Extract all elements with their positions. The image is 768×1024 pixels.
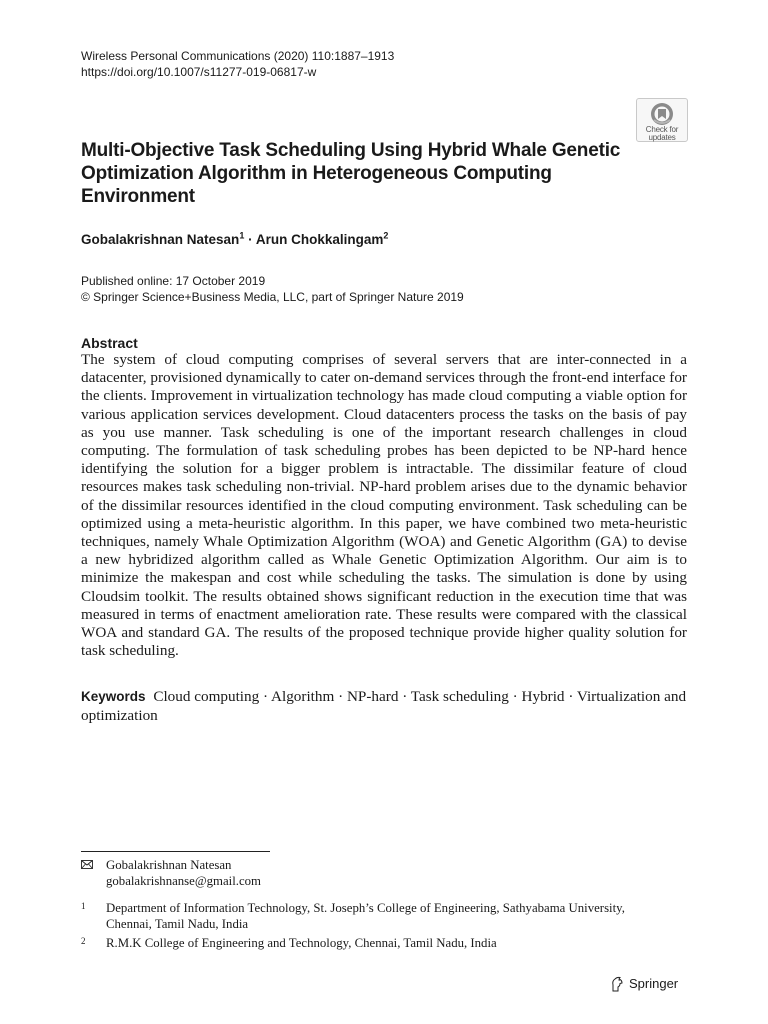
abstract-text: The system of cloud computing comprises of several servers that are inter-connected in a datacenter, provisioned dynamically to cater on-demand services through the front-end interface for the clients. Improvement in virtualization technology has made cloud computing a viable option for various application services development. Cloud datacenters process the tasks on the basis of pay as you use manner. Task scheduling is one of the important research challenges in cloud computing. The formulation of task scheduling probes has been depicted to be NP-hard hence identifying the solution for a bigger problem is intractable. The dissimilar feature of cloud resources makes task scheduling non-trivial. NP-hard problem arises due to the dynamic behavior of the dissimilar resources identified in the cloud computing environment. Task scheduling can be optimized using a meta-heuristic algorithm. In this paper, we have combined two meta-heuristic techniques, namely Whale Optimization Algorithm (WOA) and Genetic Algorithm (GA) to devise a new hybridized algorithm called as Whale Genetic Optimization Algorithm. Our aim is to minimize the makespan and cost while scheduling the tasks. The simulation is done by using Cloudsim toolkit. The results obtained shows significant reduction in the execution time that was measured in terms of enactment amelioration rate. These results were compared with the classical WOA and standard GA. The results of the proposed technique provide higher quality solution for task scheduling. [81,351,687,660]
doi-link[interactable]: https://doi.org/10.1007/s11277-019-06817-w [81,65,317,79]
affiliation-text: R.M.K College of Engineering and Technology, Chennai, Tamil Nadu, India [106,936,497,950]
author-affil-sup: 1 [239,230,245,241]
publisher-logo [610,975,678,993]
affiliation-1 [81,901,641,932]
keywords [81,687,687,725]
check-for-updates-badge[interactable] [636,98,688,142]
author-affil-sup: 2 [383,230,389,241]
envelope-icon [81,860,93,869]
affiliation-text: Department of Information Technology, St. Joseph’s College of Engineering, Sathyabama University, Chennai, Tamil Nadu, India [106,901,625,931]
keywords-text: Cloud computing · Algorithm · NP-hard · Task scheduling · Hybrid · Virtualization and optimization [81,688,687,724]
corresponding-author-name: Gobalakrishnan Natesan [106,858,232,872]
author-name[interactable]: Arun Chokkalingam [255,232,384,247]
footnote-divider [81,851,270,852]
publisher-name: Springer [629,976,679,991]
badge-line1: Check for [645,125,679,134]
badge-line2: updates [648,133,676,142]
abstract-heading: Abstract [81,335,138,351]
check-for-updates-icon [650,102,674,126]
keywords-label: Keywords [81,689,146,704]
affiliation-2 [81,936,641,952]
author-separator: · [244,232,256,247]
author-name[interactable]: Gobalakrishnan Natesan [81,232,240,247]
affiliation-number: 1 [81,901,86,911]
published-date: Published online: 17 October 2019 [81,274,266,288]
corresponding-author-email[interactable]: gobalakrishnanse@gmail.com [106,874,261,888]
affiliation-number: 2 [81,936,86,946]
journal-citation: Wireless Personal Communications (2020) 110:1887–1913 [81,49,395,63]
publication-info [81,273,464,305]
copyright: © Springer Science+Business Media, LLC, part of Springer Nature 2019 [81,290,464,304]
correspondence [81,857,261,889]
journal-header [81,48,561,80]
springer-horse-icon [610,976,624,992]
paper-title: Multi-Objective Task Scheduling Using Hybrid Whale Genetic Optimization Algorithm in Heterogeneous Computing Environment [81,140,621,207]
author-list [81,231,388,249]
